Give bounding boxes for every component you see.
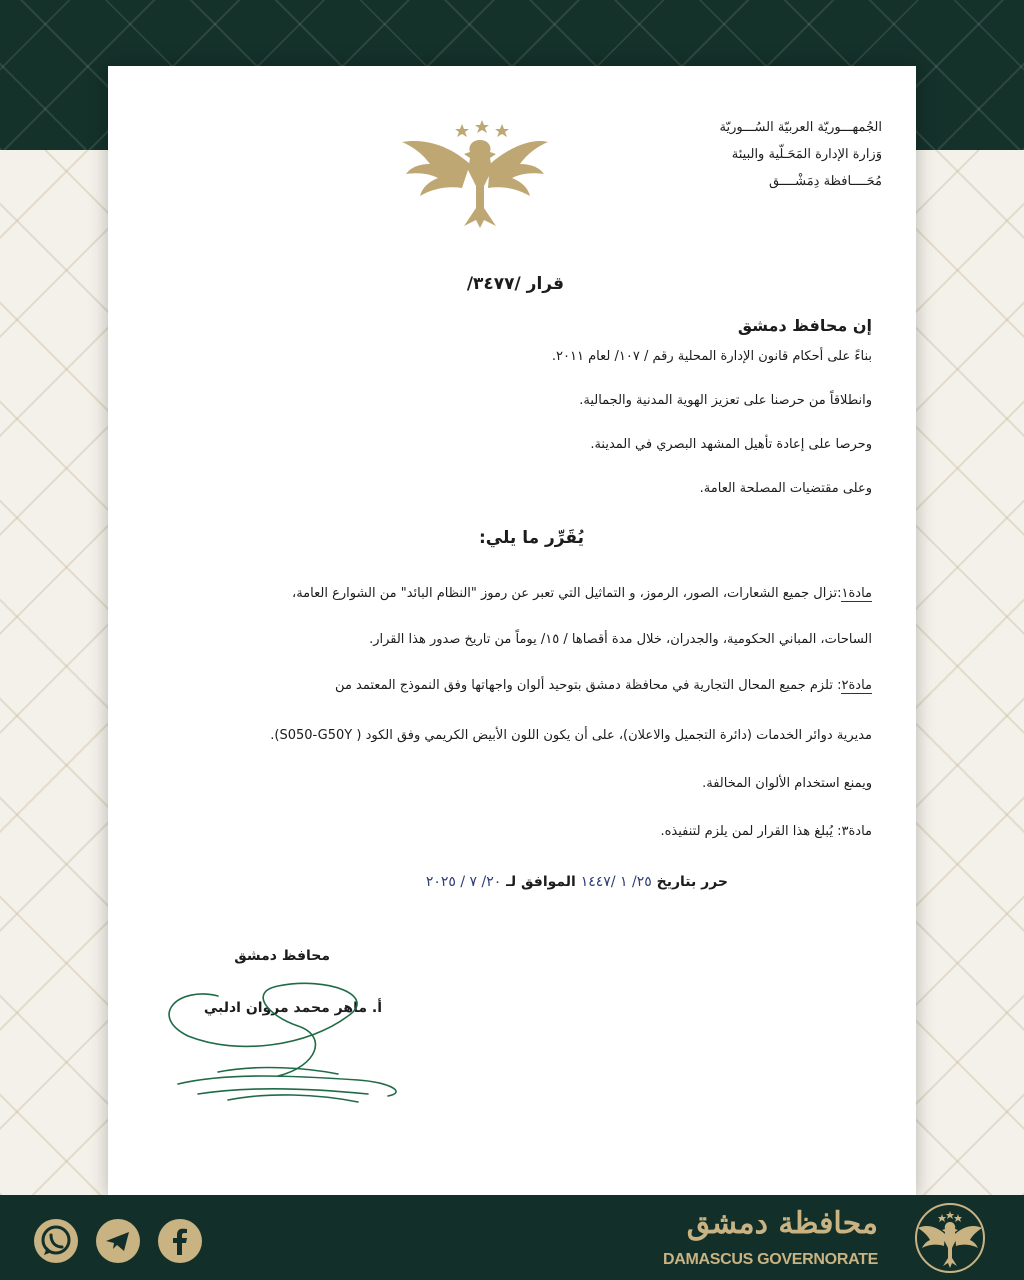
issuing-authority-header — [622, 114, 882, 195]
decision-number: قرار /٣٤٧٧/ — [466, 274, 564, 294]
telegram-icon — [96, 1219, 140, 1263]
country-name: الجُمهـــوريّة العربيّة السُـــوريّة — [719, 120, 882, 135]
eagle-emblem-icon — [400, 116, 550, 236]
issue-date-line — [426, 874, 728, 890]
hijri-date: ٢٥/ ١ /١٤٤٧ — [580, 874, 652, 890]
preamble-line-2: وانطلاقاً من حرصنا على تعزيز الهوية المدنية والجمالية. — [579, 393, 872, 408]
article-1-line-2: الساحات، المباني الحكومية، والجدران، خلال مدة أقصاها / ١٥/ يوماً من تاريخ صدور هذا القرار. — [369, 632, 872, 647]
article-3: مادة٣: يُبلغ هذا القرار لمن يلزم لتنفيذه. — [660, 824, 872, 839]
handwritten-signature — [158, 976, 408, 1116]
brand-name-english: DAMASCUS GOVERNORATE — [662, 1251, 878, 1268]
article-2-line-1 — [152, 678, 872, 693]
date-label: حرر بتاريخ — [656, 874, 728, 890]
facebook-button[interactable] — [158, 1219, 202, 1263]
decides-heading: يُقَرِّر ما يلي: — [478, 528, 584, 548]
signatory-title: محافظ دمشق — [234, 948, 330, 964]
preamble-line-1: بناءً على أحكام قانون الإدارة المحلية رقم / ١٠٧/ لعام ٢٠١١. — [551, 349, 872, 364]
decision-document — [108, 66, 916, 1198]
article-2-label: مادة٢ — [841, 678, 872, 693]
article-2-text: : تلزم جميع المحال التجارية في محافظة دمشق بتوحيد ألوان واجهاتها وفق النموذج المعتمد من — [335, 678, 842, 693]
preamble-line-4: وعلى مقتضيات المصلحة العامة. — [699, 481, 872, 496]
signatory-name: أ. ماهر محمد مروان ادلبي — [203, 1000, 382, 1016]
governorate-logo-icon — [912, 1202, 988, 1274]
article-1-text: :تزال جميع الشعارات، الصور، الرموز، و التماثيل التي تعبر عن رموز "النظام البائد" من الشوارع العامة، — [292, 586, 842, 601]
ministry-name: وَزارة الإدارة المَحَـلّية والبيئة — [731, 147, 882, 162]
brand-name-arabic: محافظة دمشق — [686, 1206, 878, 1241]
article-2-line-2: مديرية دوائر الخدمات (دائرة التجميل والاعلان)، على أن يكون اللون الأبيض الكريمي وفق الكود ( S050-G50Y). — [270, 728, 872, 743]
telegram-button[interactable] — [96, 1219, 140, 1263]
gregorian-date: ٢٠/ ٧ / ٢٠٢٥ — [425, 874, 502, 890]
governorate-name: مُحَــــافظة دِمَشْــــق — [769, 174, 882, 189]
article-1-label: مادة١ — [841, 586, 872, 601]
whatsapp-icon — [34, 1219, 78, 1263]
governor-heading: إن محافظ دمشق — [737, 316, 872, 335]
whatsapp-button[interactable] — [34, 1219, 78, 1263]
facebook-icon — [158, 1219, 202, 1263]
corresponding-label: الموافق لـ — [506, 874, 576, 890]
article-2-line-3: ويمنع استخدام الألوان المخالفة. — [702, 776, 872, 791]
preamble-line-3: وحرصا على إعادة تأهيل المشهد البصري في المدينة. — [590, 437, 872, 452]
article-1-line-1 — [152, 586, 872, 601]
